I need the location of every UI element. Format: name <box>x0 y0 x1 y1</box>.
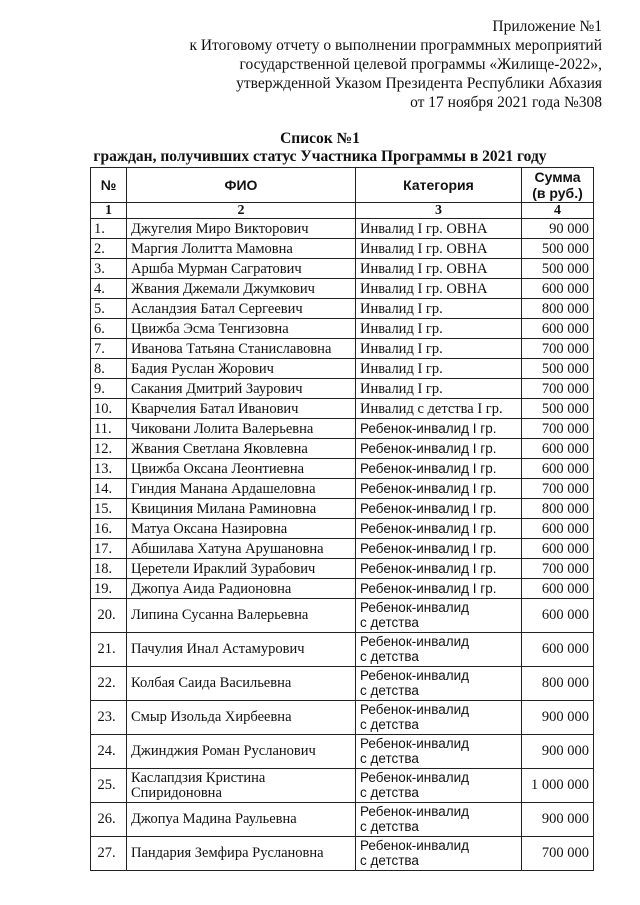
column-number: 1 <box>91 203 127 219</box>
table-row <box>91 519 594 539</box>
table-row <box>91 379 594 399</box>
amount: 700 000 <box>522 837 594 871</box>
person-name: Жвания Джемали Джумкович <box>127 279 356 299</box>
column-header-fio: ФИО <box>127 168 356 203</box>
amount: 700 000 <box>522 339 594 359</box>
row-number: 22. <box>91 667 127 701</box>
amount: 500 000 <box>522 399 594 419</box>
document-header <box>189 17 602 112</box>
table-row <box>91 579 594 599</box>
category: Ребенок-инвалид I гр. <box>356 559 522 579</box>
category: Ребенок-инвалид с детства <box>356 633 522 667</box>
person-name: Джинджия Роман Русланович <box>127 735 356 769</box>
row-number: 2. <box>91 239 127 259</box>
row-number: 15. <box>91 499 127 519</box>
person-name: Цвижба Оксана Леонтиевна <box>127 459 356 479</box>
table-body <box>91 219 594 871</box>
category: Инвалид с детства I гр. <box>356 399 522 419</box>
amount: 600 000 <box>522 519 594 539</box>
participants-table <box>90 167 594 871</box>
row-number: 18. <box>91 559 127 579</box>
category: Ребенок-инвалид с детства <box>356 769 522 803</box>
category: Ребенок-инвалид I гр. <box>356 519 522 539</box>
category: Ребенок-инвалид I гр. <box>356 539 522 559</box>
category: Инвалид I гр. <box>356 299 522 319</box>
category: Инвалид I гр. ОВНА <box>356 239 522 259</box>
table-row <box>91 803 594 837</box>
person-name: Сакания Дмитрий Заурович <box>127 379 356 399</box>
person-name: Смыр Изольда Хирбеевна <box>127 701 356 735</box>
person-name: Пандария Земфира Руслановна <box>127 837 356 871</box>
person-name: Джугелия Миро Викторович <box>127 219 356 239</box>
amount: 600 000 <box>522 439 594 459</box>
amount: 500 000 <box>522 239 594 259</box>
column-number: 3 <box>356 203 522 219</box>
table-row <box>91 599 594 633</box>
column-header-category: Категория <box>356 168 522 203</box>
category: Ребенок-инвалид I гр. <box>356 439 522 459</box>
table-row <box>91 339 594 359</box>
person-name: Цвижба Эсма Тенгизовна <box>127 319 356 339</box>
amount: 900 000 <box>522 803 594 837</box>
row-number: 27. <box>91 837 127 871</box>
category: Ребенок-инвалид I гр. <box>356 579 522 599</box>
amount: 600 000 <box>522 579 594 599</box>
amount: 600 000 <box>522 279 594 299</box>
row-number: 20. <box>91 599 127 633</box>
row-number: 23. <box>91 701 127 735</box>
amount: 600 000 <box>522 459 594 479</box>
person-name: Маргия Лолитта Мамовна <box>127 239 356 259</box>
table-row <box>91 239 594 259</box>
category: Инвалид I гр. <box>356 319 522 339</box>
list-title: Список №1 <box>280 130 360 147</box>
table-header-row <box>91 168 594 203</box>
person-name: Колбая Саида Васильевна <box>127 667 356 701</box>
category: Ребенок-инвалид с детства <box>356 735 522 769</box>
person-name: Абшилава Хатуна Арушановна <box>127 539 356 559</box>
person-name: Бадия Руслан Жорович <box>127 359 356 379</box>
row-number: 6. <box>91 319 127 339</box>
amount: 600 000 <box>522 599 594 633</box>
category: Ребенок-инвалид I гр. <box>356 459 522 479</box>
amount: 900 000 <box>522 701 594 735</box>
row-number: 19. <box>91 579 127 599</box>
row-number: 16. <box>91 519 127 539</box>
person-name: Гиндия Манана Ардашеловна <box>127 479 356 499</box>
category: Ребенок-инвалид I гр. <box>356 419 522 439</box>
person-name: Джопуа Аида Радионовна <box>127 579 356 599</box>
row-number: 11. <box>91 419 127 439</box>
amount: 700 000 <box>522 419 594 439</box>
person-name: Церетели Ираклий Зурабович <box>127 559 356 579</box>
table-row <box>91 837 594 871</box>
table-row <box>91 359 594 379</box>
row-number: 7. <box>91 339 127 359</box>
person-name: Каслапдзия Кристина Спиридоновна <box>127 769 356 803</box>
amount: 800 000 <box>522 299 594 319</box>
row-number: 3. <box>91 259 127 279</box>
row-number: 25. <box>91 769 127 803</box>
person-name: Жвания Светлана Яковлевна <box>127 439 356 459</box>
row-number: 1. <box>91 219 127 239</box>
person-name: Матуа Оксана Назировна <box>127 519 356 539</box>
person-name: Кварчелия Батал Иванович <box>127 399 356 419</box>
table-row <box>91 439 594 459</box>
table-row <box>91 539 594 559</box>
category: Ребенок-инвалид с детства <box>356 837 522 871</box>
header-line-2: к Итоговому отчету о выполнении программных мероприятий <box>189 37 602 54</box>
document-title <box>0 130 640 166</box>
amount: 500 000 <box>522 359 594 379</box>
header-line-4: утвержденной Указом Президента Республики Абхазия <box>236 75 602 92</box>
table-row <box>91 769 594 803</box>
row-number: 14. <box>91 479 127 499</box>
table-row <box>91 279 594 299</box>
row-number: 12. <box>91 439 127 459</box>
header-line-3: государственной целевой программы «Жилище-2022», <box>239 56 602 73</box>
category: Ребенок-инвалид с детства <box>356 701 522 735</box>
category: Инвалид I гр. ОВНА <box>356 219 522 239</box>
column-header-number: № <box>91 168 127 203</box>
table-row <box>91 459 594 479</box>
person-name: Пачулия Инал Астамурович <box>127 633 356 667</box>
table-row <box>91 299 594 319</box>
table-row <box>91 319 594 339</box>
amount: 600 000 <box>522 539 594 559</box>
column-number-row <box>91 203 594 219</box>
amount: 600 000 <box>522 633 594 667</box>
category: Ребенок-инвалид I гр. <box>356 499 522 519</box>
category: Инвалид I гр. <box>356 359 522 379</box>
person-name: Джопуа Мадина Раульевна <box>127 803 356 837</box>
amount: 700 000 <box>522 379 594 399</box>
amount: 800 000 <box>522 667 594 701</box>
table-row <box>91 735 594 769</box>
row-number: 21. <box>91 633 127 667</box>
row-number: 17. <box>91 539 127 559</box>
appendix-label: Приложение №1 <box>492 18 602 35</box>
table-row <box>91 499 594 519</box>
amount: 900 000 <box>522 735 594 769</box>
table-row <box>91 419 594 439</box>
row-number: 10. <box>91 399 127 419</box>
category: Инвалид I гр. ОВНА <box>356 279 522 299</box>
list-subtitle: граждан, получивших статус Участника Программы в 2021 году <box>93 148 547 165</box>
person-name: Аршба Мурман Сагратович <box>127 259 356 279</box>
row-number: 8. <box>91 359 127 379</box>
category: Ребенок-инвалид с детства <box>356 599 522 633</box>
amount: 600 000 <box>522 319 594 339</box>
header-line-5: от 17 ноября 2021 года №308 <box>410 94 602 111</box>
table-row <box>91 633 594 667</box>
column-number: 4 <box>522 203 594 219</box>
person-name: Чиковани Лолита Валерьевна <box>127 419 356 439</box>
person-name: Липина Сусанна Валерьевна <box>127 599 356 633</box>
row-number: 24. <box>91 735 127 769</box>
amount: 500 000 <box>522 259 594 279</box>
category: Инвалид I гр. <box>356 379 522 399</box>
category: Инвалид I гр. <box>356 339 522 359</box>
row-number: 13. <box>91 459 127 479</box>
person-name: Асландзия Батал Сергеевич <box>127 299 356 319</box>
amount: 90 000 <box>522 219 594 239</box>
column-number: 2 <box>127 203 356 219</box>
category: Ребенок-инвалид I гр. <box>356 479 522 499</box>
table-row <box>91 559 594 579</box>
amount: 800 000 <box>522 499 594 519</box>
table-row <box>91 667 594 701</box>
category: Ребенок-инвалид с детства <box>356 803 522 837</box>
table-row <box>91 479 594 499</box>
row-number: 4. <box>91 279 127 299</box>
row-number: 26. <box>91 803 127 837</box>
amount: 700 000 <box>522 479 594 499</box>
category: Ребенок-инвалид с детства <box>356 667 522 701</box>
row-number: 5. <box>91 299 127 319</box>
amount: 1 000 000 <box>522 769 594 803</box>
column-header-sum: Сумма (в руб.) <box>522 168 594 203</box>
person-name: Иванова Татьяна Станиславовна <box>127 339 356 359</box>
amount: 700 000 <box>522 559 594 579</box>
table-row <box>91 259 594 279</box>
person-name: Квициния Милана Раминовна <box>127 499 356 519</box>
table-row <box>91 219 594 239</box>
row-number: 9. <box>91 379 127 399</box>
category: Инвалид I гр. ОВНА <box>356 259 522 279</box>
table-row <box>91 399 594 419</box>
table-row <box>91 701 594 735</box>
